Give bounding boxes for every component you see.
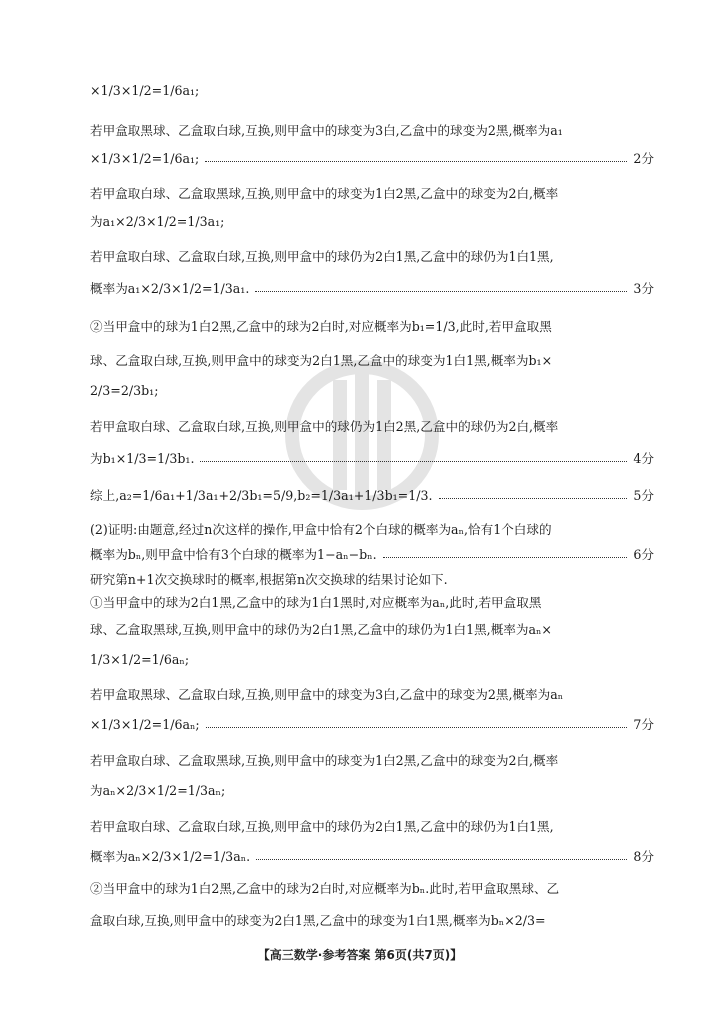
line-text: 概率为aₙ×2/3×1/2=1/3aₙ.: [90, 849, 251, 864]
solution-line: [90, 594, 654, 612]
line-text: 若甲盒取白球、乙盒取黑球,互换,则甲盒中的球变为1白2黑,乙盒中的球变为2白,概率: [90, 186, 559, 201]
line-text: (2)证明:由题意,经过n次这样的操作,甲盒中恰有2个白球的概率为aₙ,恰有1个白球的: [90, 522, 552, 537]
line-text: 若甲盒取白球、乙盒取白球,互换,则甲盒中的球仍为2白1黑,乙盒中的球仍为1白1黑,: [90, 819, 554, 834]
solution-line: [90, 716, 654, 734]
dot-leader: [205, 161, 627, 162]
solution-line: [90, 82, 654, 100]
solution-line: [90, 686, 654, 704]
line-text: 为b₁×1/3=1/3b₁.: [90, 451, 195, 466]
solution-line: [90, 487, 654, 505]
line-text: 若甲盒取白球、乙盒取白球,互换,则甲盒中的球仍为2白1黑,乙盒中的球仍为1白1黑,: [90, 249, 554, 264]
line-text: ×1/3×1/2=1/6aₙ;: [90, 717, 200, 732]
line-text: 为aₙ×2/3×1/2=1/3aₙ;: [90, 783, 226, 798]
solution-line: [90, 185, 654, 203]
dot-leader: [256, 859, 627, 860]
solution-line: [90, 571, 654, 589]
solution-line: [90, 280, 654, 298]
line-text: 概率为a₁×2/3×1/2=1/3a₁.: [90, 281, 250, 296]
line-text: 球、乙盒取黑球,互换,则甲盒中的球仍为2白1黑,乙盒中的球仍为1白1黑,概率为aₙ×: [90, 622, 552, 637]
dot-leader: [439, 498, 628, 499]
solution-line: [90, 352, 654, 370]
solution-line: [90, 651, 654, 669]
score-label: 3分: [633, 281, 654, 296]
line-text: ×1/3×1/2=1/6a₁;: [90, 83, 200, 98]
solution-line: [90, 621, 654, 639]
line-text: 若甲盒取白球、乙盒取白球,互换,则甲盒中的球仍为1白2黑,乙盒中的球仍为2白,概率: [90, 419, 559, 434]
page-footer: 【高三数学·参考答案 第6页(共7页)】: [257, 948, 463, 962]
solution-line: [90, 318, 654, 336]
solution-line: [90, 213, 654, 231]
line-text: 概率为bₙ,则甲盒中恰有3个白球的概率为1−aₙ−bₙ.: [90, 547, 377, 562]
line-text: 若甲盒取黑球、乙盒取白球,互换,则甲盒中的球变为3白,乙盒中的球变为2黑,概率为a₁: [90, 123, 563, 138]
line-text: 若甲盒取白球、乙盒取黑球,互换,则甲盒中的球变为1白2黑,乙盒中的球变为2白,概率: [90, 753, 559, 768]
dot-leader: [255, 291, 627, 292]
solution-line: [90, 818, 654, 836]
solution-line: [90, 848, 654, 866]
dot-leader: [200, 461, 627, 462]
solution-line: [90, 752, 654, 770]
line-text: 研究第n+1次交换球时的概率,根据第n次交换球的结果讨论如下.: [90, 572, 448, 587]
line-text: ①当甲盒中的球为2白1黑,乙盒中的球为1白1黑时,对应概率为aₙ,此时,若甲盒取黑: [90, 595, 542, 610]
score-label: 4分: [633, 451, 654, 466]
line-text: 球、乙盒取白球,互换,则甲盒中的球变为2白1黑,乙盒中的球变为1白1黑,概率为b₁×: [90, 353, 553, 368]
solution-line: [90, 122, 654, 140]
line-text: ②当甲盒中的球为1白2黑,乙盒中的球为2白时,对应概率为b₁=1/3,此时,若甲盒取黑: [90, 319, 552, 334]
line-text: 1/3×1/2=1/6aₙ;: [90, 652, 190, 667]
line-text: 2/3=2/3b₁;: [90, 383, 159, 398]
solution-line: [90, 248, 654, 266]
line-text: 为a₁×2/3×1/2=1/3a₁;: [90, 214, 225, 229]
score-label: 5分: [633, 488, 654, 503]
line-text: ×1/3×1/2=1/6a₁;: [90, 151, 200, 166]
dot-leader: [206, 727, 628, 728]
line-text: ②当甲盒中的球为1白2黑,乙盒中的球为2白时,对应概率为bₙ.此时,若甲盒取黑球、乙: [90, 881, 560, 896]
solution-line: [90, 521, 654, 539]
solution-line: [90, 880, 654, 898]
solution-line: [90, 382, 654, 400]
line-text: 综上,a₂=1/6a₁+1/3a₁+2/3b₁=5/9,b₂=1/3a₁+1/3b₁=1/3.: [90, 488, 433, 503]
score-label: 8分: [633, 849, 654, 864]
solution-line: [90, 912, 654, 930]
score-label: 2分: [633, 151, 654, 166]
solution-line: [90, 150, 654, 168]
solution-line: [90, 782, 654, 800]
solution-line: [90, 418, 654, 436]
solution-line: [90, 546, 654, 564]
line-text: 若甲盒取黑球、乙盒取白球,互换,则甲盒中的球变为3白,乙盒中的球变为2黑,概率为aₙ: [90, 687, 564, 702]
line-text: 盒取白球,互换,则甲盒中的球变为2白1黑,乙盒中的球变为1白1黑,概率为bₙ×2/3=: [90, 913, 546, 928]
score-label: 6分: [633, 547, 654, 562]
dot-leader: [383, 557, 628, 558]
solution-line: [90, 450, 654, 468]
score-label: 7分: [633, 717, 654, 732]
